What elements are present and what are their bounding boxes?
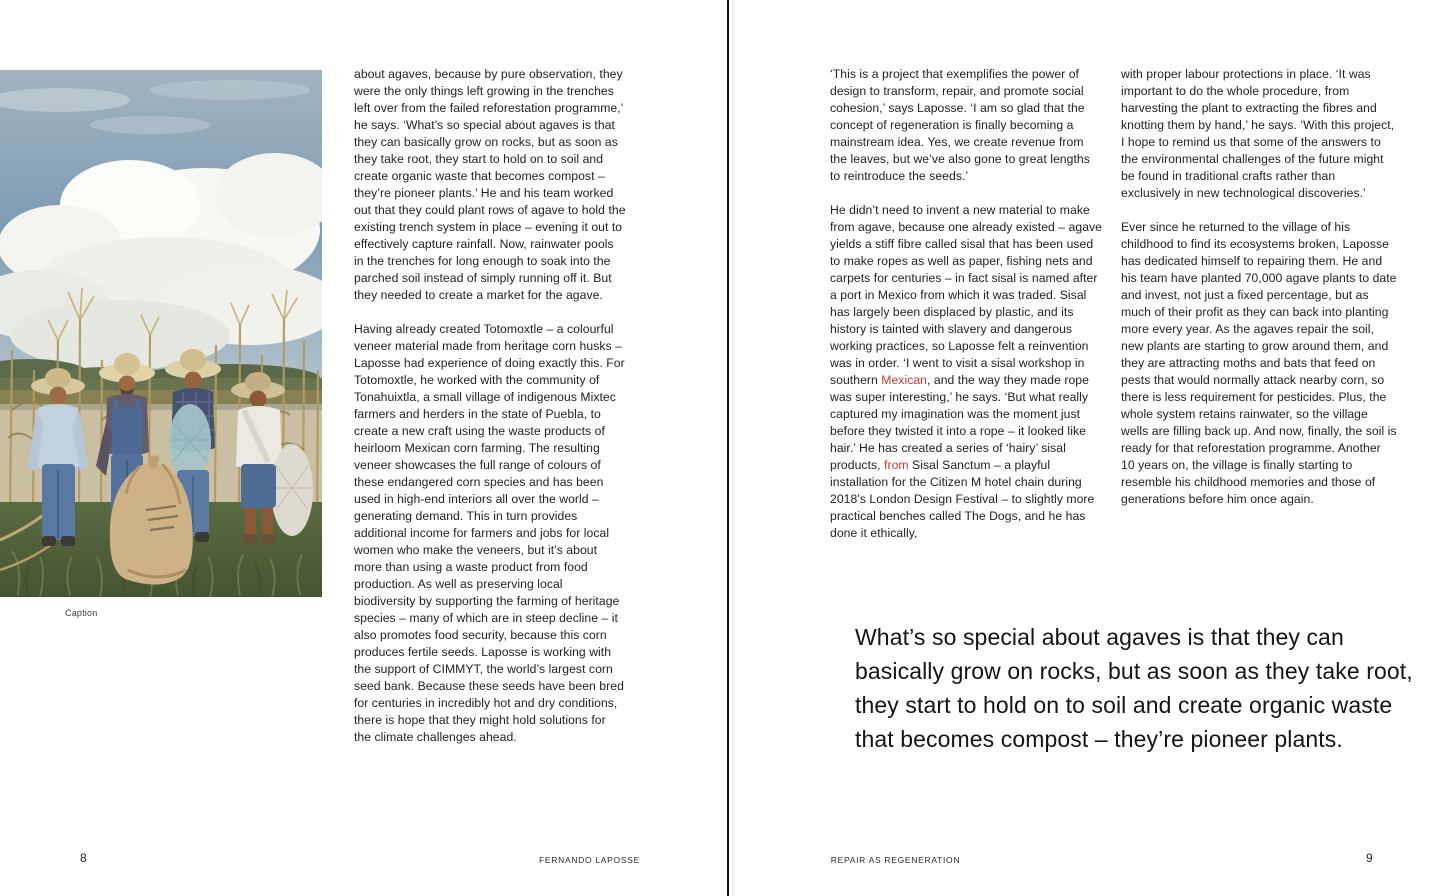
page-number-left: 8 [80, 851, 87, 865]
pull-quote: What’s so special about agaves is that they can basically grow on rocks, but as soon as they take root, they start to hold on to soil and create organic waste that becomes compost – they’re pioneer plants. [855, 624, 1413, 752]
right-column-1 [830, 66, 1103, 542]
highlighted-word: Mexican [881, 373, 927, 387]
paragraph: Ever since he returned to the village of his childhood to find its ecosystems broken, Laposse has dedicated himself to repairing them. He and his team have planted 70,000 agave plants to date and invest, not just a fixed percentage, but as much of their profit as they can back into planting more every year. As the agaves repair the soil, new plants are starting to grow around them, and they are attracting moths and bats that feed on pests that would normally attack nearby corn, so there is less requirement for pesticides. Plus, the whole system retains rainwater, so the village wells are filling back up. And now, finally, the soil is ready for that reforestation programme. Another 10 years on, the village is finally starting to resemble his childhood memories and those of generations before him once again. [1121, 220, 1397, 506]
highlighted-word: from [884, 458, 909, 472]
left-body-column [354, 66, 626, 746]
photo-caption: Caption [65, 608, 98, 618]
photo-four-farmers-corn-field [0, 70, 322, 597]
paragraph: ‘This is a project that exemplifies the power of design to transform, repair, and promote social cohesion,’ says Laposse. ‘I am so glad that the concept of regeneration is finally becoming a mainstream idea. Yes, we create revenue from the leaves, but we’ve also gone to great lengths to reintroduce the seeds.’ [830, 67, 1090, 183]
right-column-2 [1121, 66, 1397, 508]
paragraph: with proper labour protections in place. ‘It was important to do the whole procedure, from harvesting the plant to extracting the fibres and knotting them by hand,’ he says. ‘With this project, I hope to remind us that some of the answers to the environmental challenges of the future might be found in traditional crafts rather than exclusively in new technological discoveries.’ [1121, 67, 1395, 200]
page-number-right: 9 [1366, 851, 1373, 865]
spread-fold-shadow [732, 0, 735, 896]
running-head-author: FERNANDO LAPOSSE [539, 855, 640, 865]
paragraph-text: Sisal Sanctum – a playful installation for the Citizen M hotel chain during 2018’s London Design Festival – to slightly more practical benches called The Dogs, and he has done it ethically, [830, 458, 1095, 540]
paragraph [830, 202, 1103, 542]
running-head-chapter: REPAIR AS REGENERATION [830, 855, 961, 865]
paragraph-text: , and the way they made rope was super interesting,’ he says. ‘But what really captured my imagination was the moment just before they twisted it into a rope – it looked like hair.’ He has created a series of ‘hairy’ sisal products, [830, 373, 1089, 472]
paragraph: about agaves, because by pure observation, they were the only things left growing in the trenches left over from the failed reforestation programme,’ he says. ‘What’s so special about agaves is that they can basically grow on rocks, but as soon as they take root, they start to hold on to soil and create organic waste that becomes compost – they’re pioneer plants.’ He and his team worked out that they could plant rows of agave to hold the existing trench system in place – evening it out to effectively capture rainfall. Now, rainwater pools in the trenches for long enough to soak into the parched soil instead of simply running off it. But they needed to create a market for the agave. [354, 67, 626, 302]
paragraph-text: He didn’t need to invent a new material to make from agave, because one already existed – agave yields a stiff fibre called sisal that has been used to make ropes as well as paper, fishing nets and carpets for centuries – in fact sisal is named after a port in Mexico from which it was traded. Sisal has largely been displaced by plastic, and its history is tainted with slavery and dangerous working practices, so Laposse felt a reinvention was in order. ‘I went to visit a sisal workshop in southern [830, 203, 1103, 387]
paragraph: Having already created Totomoxtle – a colourful veneer material made from heritage corn husks – Laposse had experience of doing exactly this. For Totomoxtle, he worked with the community of Tonahuixtla, a small village of indigenous Mixtec farmers and herders in the state of Puebla, to create a new craft using the waste products of heirloom Mexican corn farming. The resulting veneer showcases the full range of colours of these endangered corn species and has been used in high-end interiors all over the world – generating demand. This in turn provides additional income for farmers and jobs for local women who make the veneers, but it’s about more than using a waste product from food production. As well as preserving local biodiversity by supporting the farming of heritage species – many of which are in steep decline – it also promotes food security, because this corn produces fertile seeds. Laposse is working with the support of CIMMYT, the world’s largest corn seed bank. Because these seeds have been bred for centuries in incredibly hot and dry conditions, there is hope that they might hold solutions for the climate challenges ahead. [354, 322, 625, 744]
spread-fold-line [727, 0, 729, 896]
